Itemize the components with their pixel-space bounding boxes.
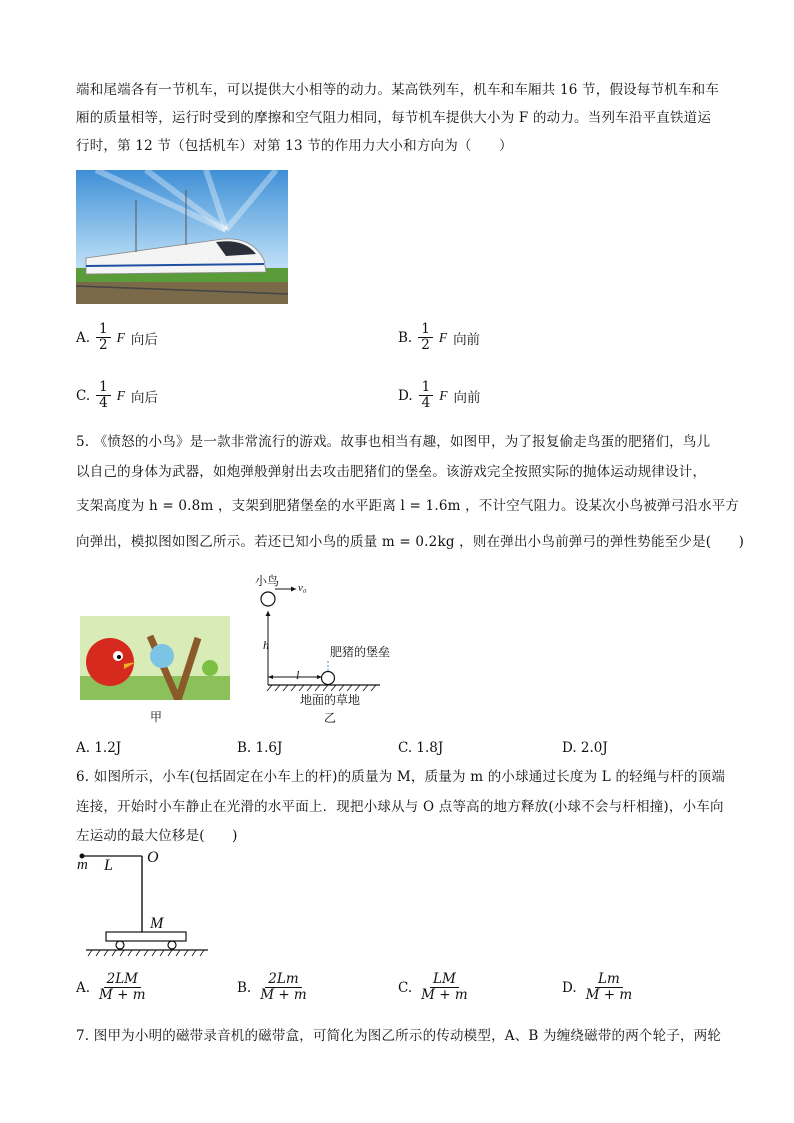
option-letter: B. <box>398 329 413 346</box>
option-letter: C. <box>76 387 91 404</box>
q5-text-line-2: 以自己的身体为武器，如炮弹般弹射出去攻击肥猪们的堡垒。该游戏完全按照实际的抛体运动规律设计， <box>76 464 707 480</box>
label-M: M <box>150 915 164 932</box>
label-ground: 地面的草地 <box>300 693 361 707</box>
label-L: L <box>104 857 113 874</box>
q6-text-line-2: 连接，开始时小车静止在光滑的水平面上．现把小球从与 O 点等高的地方释放(小球不会与杆相撞)，小车向 <box>76 799 724 815</box>
option-text: 向前 <box>453 389 481 406</box>
angry-birds-picture <box>80 616 230 700</box>
fraction: $\frac{2LM}{M + m}$ <box>99 971 146 1003</box>
q6-option-c[interactable] <box>398 972 471 1003</box>
q5-option-b[interactable]: B. 1.6J <box>237 740 283 756</box>
fraction: $\frac{1}{2}$ <box>418 322 433 353</box>
fraction: $\frac{2Lm}{M + m}$ <box>260 971 307 1003</box>
option-letter: A. <box>76 979 91 996</box>
label-l: l <box>296 668 300 682</box>
cart-diagram <box>76 848 216 960</box>
q5-text-line-4: 向弹出，模拟图如图乙所示。若还已知小鸟的质量 m = 0.2kg ，则在弹出小鸟前弹弓的弹性势能至少是( ) <box>76 534 745 550</box>
q5-text-line-3: 支架高度为 h = 0.8m ，支架到肥猪堡垒的水平距离 l = 1.6m ，不计空气阻力。设某次小鸟被弹弓沿水平方 <box>76 498 740 514</box>
label-m-ball: m <box>77 857 88 873</box>
q4-option-b[interactable] <box>398 322 480 353</box>
label-fort: 肥猪的堡垒 <box>330 645 391 659</box>
figure-caption-jia: 甲 <box>150 710 163 724</box>
variable: F <box>116 329 125 345</box>
option-text: 向后 <box>130 389 158 406</box>
q6-option-b[interactable] <box>237 972 310 1003</box>
q6-text-line-3: 左运动的最大位移是( ) <box>76 828 238 844</box>
q4-option-c[interactable] <box>76 380 158 411</box>
variable: F <box>116 387 125 403</box>
q4-text-line-1: 端和尾端各有一节机车，可以提供大小相等的动力。某高铁列车，机车和车厢共 16 节，假设每节机车和车 <box>76 82 720 98</box>
fraction: $\frac{1}{4}$ <box>419 380 434 411</box>
option-letter: A. <box>76 329 91 346</box>
option-text: 向后 <box>130 331 158 348</box>
q7-text-line-1: 7. 图甲为小明的磁带录音机的磁带盒，可简化为图乙所示的传动模型，A、B 为缠绕磁带的两个轮子，两轮 <box>76 1028 722 1044</box>
q6-option-a[interactable] <box>76 972 149 1003</box>
label-v0: v₀ <box>298 582 307 594</box>
variable: F <box>439 387 448 403</box>
option-letter: D. <box>398 387 413 404</box>
label-O: O <box>147 849 159 866</box>
fraction: $\frac{LM}{M + m}$ <box>421 971 468 1003</box>
label-bird: 小鸟 <box>255 574 280 588</box>
label-h: h <box>263 638 269 652</box>
q6-text-line-1: 6. 如图所示，小车(包括固定在小车上的杆)的质量为 M，质量为 m 的小球通过长度为 L 的轻绳与杆的顶端 <box>76 769 726 785</box>
option-letter: D. <box>562 979 577 996</box>
q4-text-line-2: 厢的质量相等，运行时受到的摩擦和空气阻力相同，每节机车提供大小为 F 的动力。当列车沿平直铁道运 <box>76 110 712 126</box>
option-text: 向前 <box>453 331 481 348</box>
q5-option-d[interactable]: D. 2.0J <box>562 740 608 756</box>
q5-text-line-1: 5. 《愤怒的小鸟》是一款非常流行的游戏。故事也相当有趣，如图甲，为了报复偷走鸟蛋的肥猪们，鸟儿 <box>76 434 711 450</box>
q4-text-line-3: 行时，第 12 节（包括机车）对第 13 节的作用力大小和方向为（ ） <box>76 138 513 154</box>
option-letter: C. <box>398 979 413 996</box>
option-letter: B. <box>237 979 252 996</box>
figure-caption-yi: 乙 <box>324 711 337 725</box>
fraction: $\frac{1}{4}$ <box>96 380 111 411</box>
q4-option-d[interactable] <box>398 380 480 411</box>
q5-option-a[interactable]: A. 1.2J <box>76 740 122 756</box>
q4-option-a[interactable] <box>76 322 158 353</box>
fraction: $\frac{1}{2}$ <box>96 322 111 353</box>
q5-option-c[interactable]: C. 1.8J <box>398 740 444 756</box>
q6-option-d[interactable] <box>562 972 635 1003</box>
fraction: $\frac{Lm}{M + m}$ <box>585 971 633 1003</box>
train-photo <box>76 170 288 304</box>
variable: F <box>438 329 448 345</box>
